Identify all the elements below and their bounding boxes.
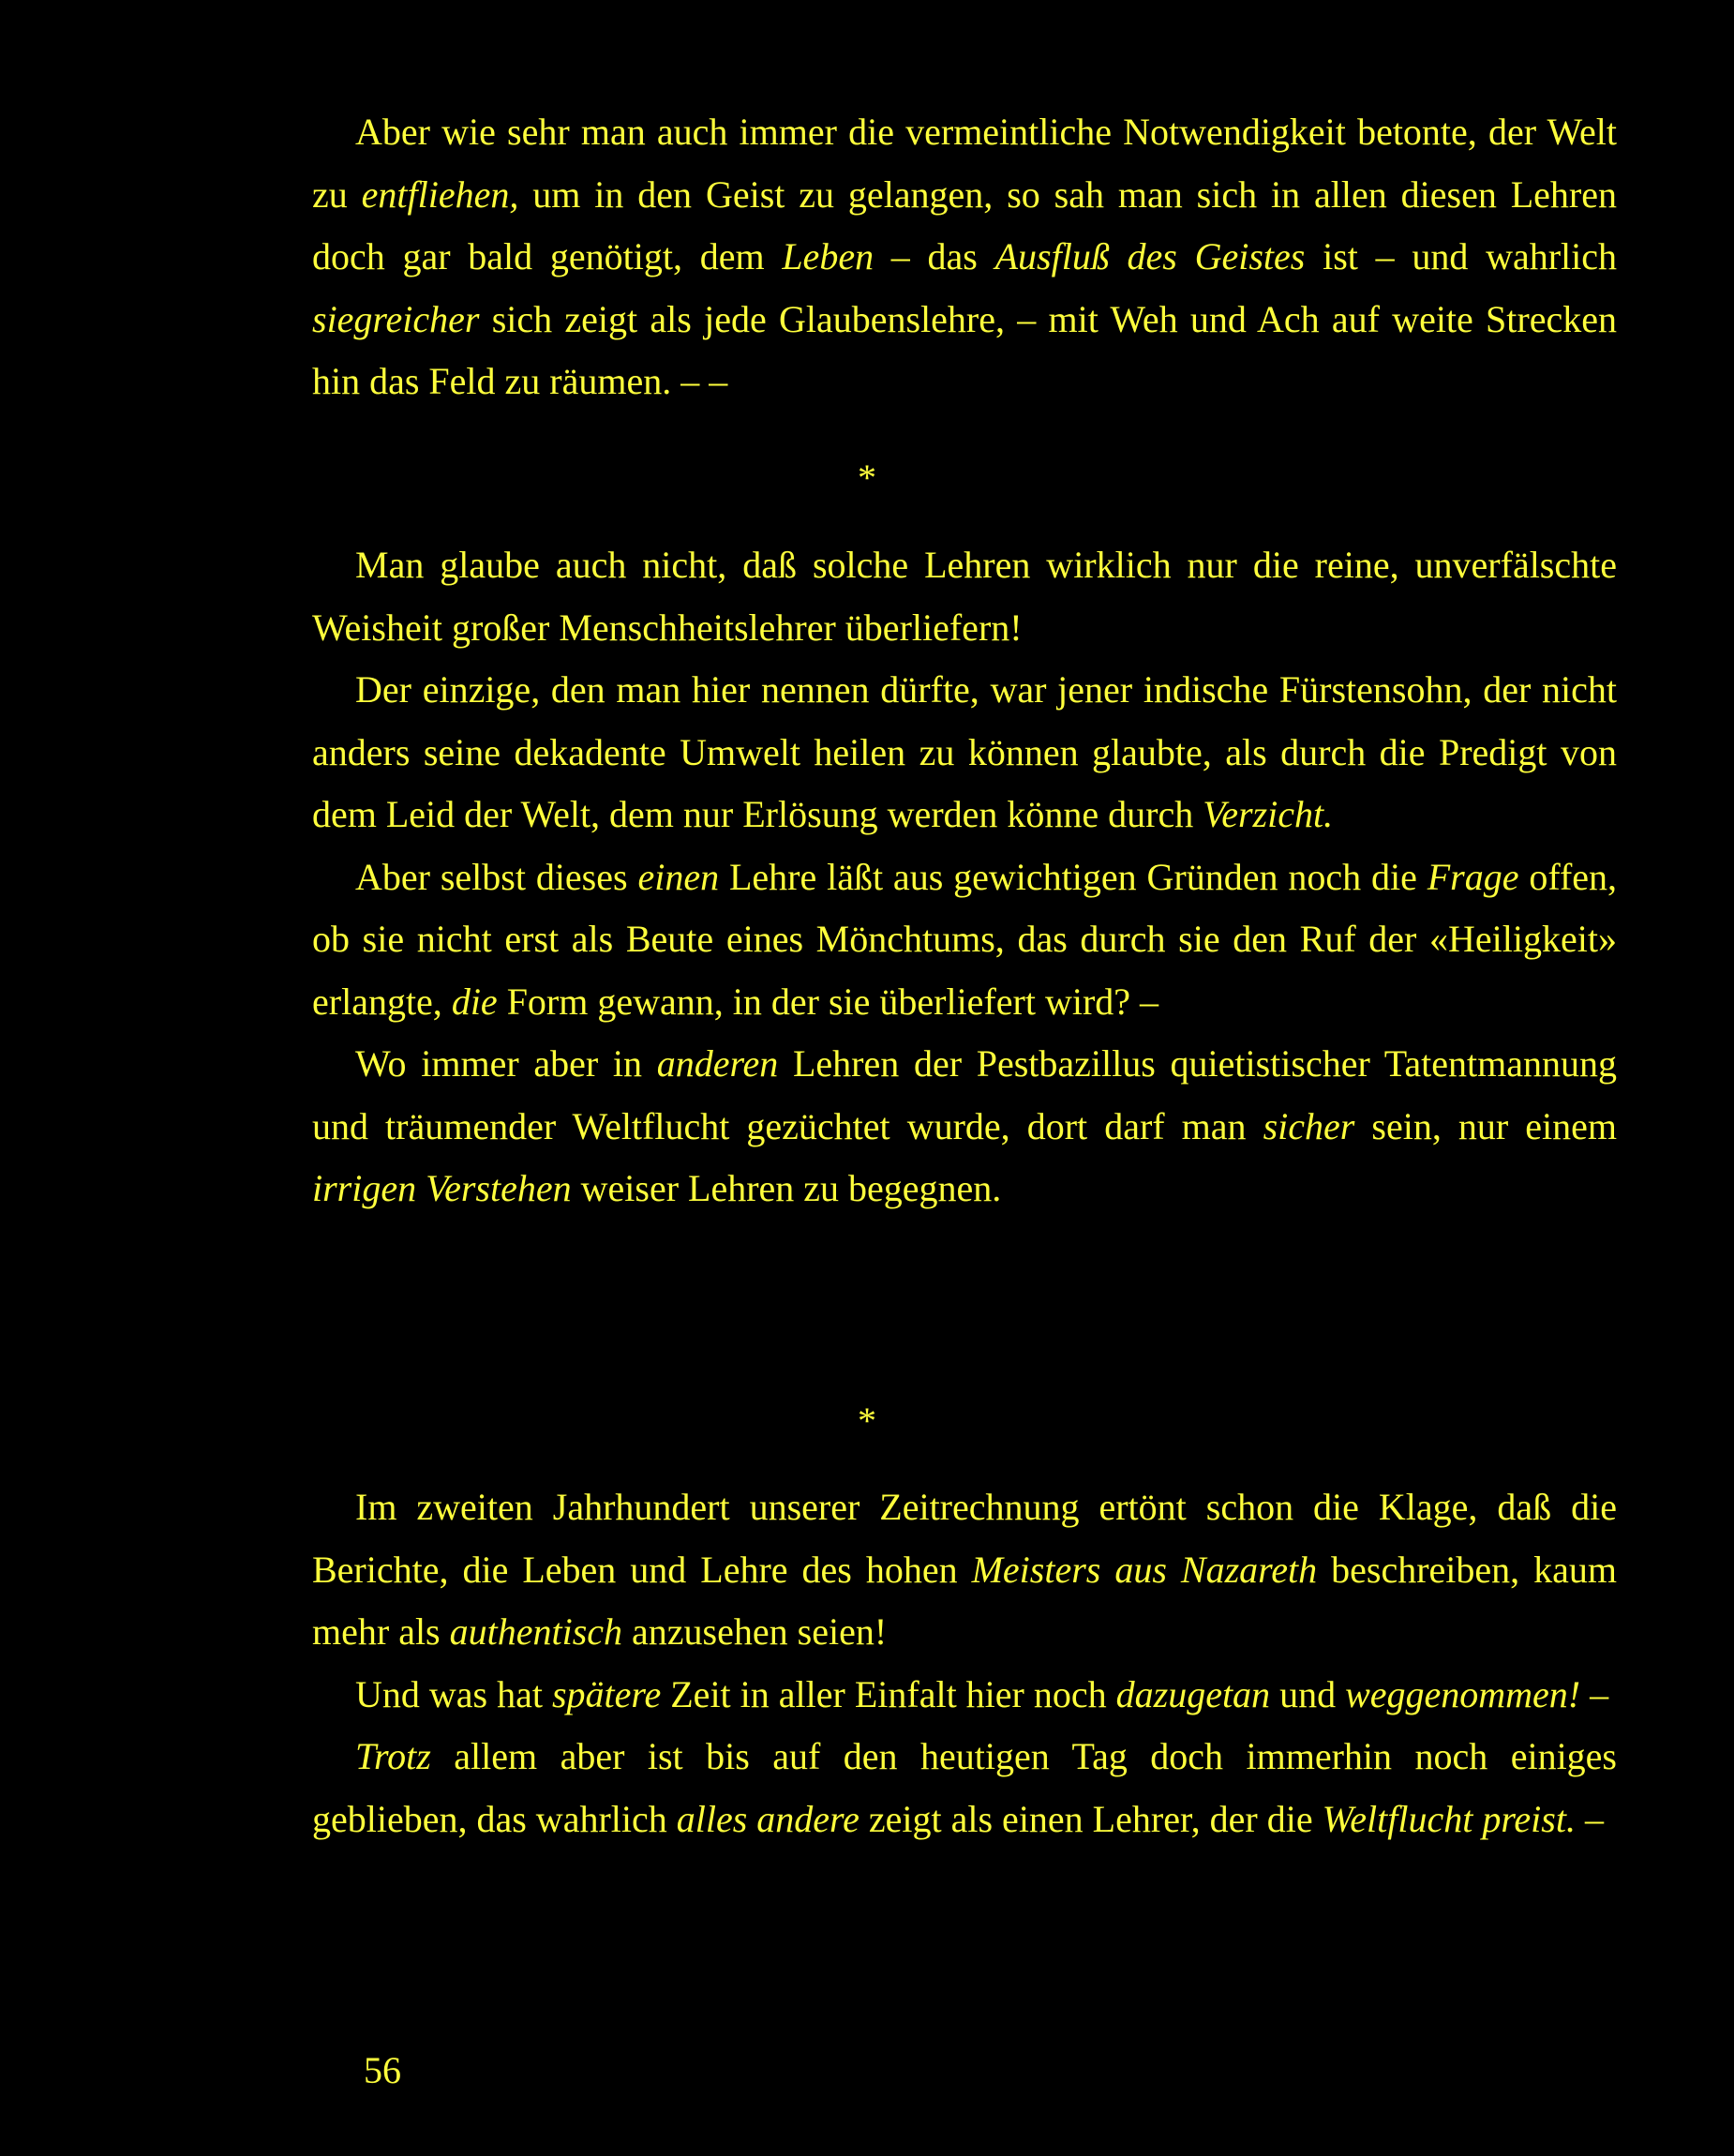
paragraph xyxy=(312,1033,1617,1220)
italic-text: dazugetan xyxy=(1115,1672,1271,1715)
italic-text: Meisters aus Nazareth xyxy=(971,1548,1318,1591)
italic-text: anderen xyxy=(656,1042,779,1085)
text-run: Form gewann, in der sie überliefert wird? – xyxy=(497,980,1159,1023)
section-3 xyxy=(312,1476,1617,1850)
paragraph xyxy=(312,1726,1617,1850)
text-run: Aber selbst dieses xyxy=(355,855,638,898)
text-run: – das xyxy=(874,235,995,277)
italic-text: die xyxy=(451,980,498,1023)
italic-text: siegreicher xyxy=(312,297,480,340)
italic-text: authentisch xyxy=(449,1610,623,1653)
section-separator: * xyxy=(858,457,876,499)
section-2 xyxy=(312,534,1617,1220)
italic-text: sicher xyxy=(1263,1104,1355,1147)
paragraph xyxy=(312,846,1617,1034)
text-run: Der einzige, den man hier nennen dürfte, war jener indische Fürstensohn, der nicht anders seine dekadente Umwelt heilen zu können glaubte, als durch die Predigt von dem Leid der Welt, dem nur Erlösung werden könne durch xyxy=(312,668,1617,835)
text-run: weiser Lehren zu begegnen. xyxy=(571,1167,1002,1209)
text-run: Wo immer aber in xyxy=(355,1042,657,1085)
italic-text: Weltflucht preist. xyxy=(1322,1797,1576,1840)
text-run: sein, nur einem xyxy=(1354,1104,1617,1147)
italic-text: Verzicht. xyxy=(1203,793,1334,835)
italic-text: weggenommen! – xyxy=(1345,1672,1609,1715)
italic-text: Trotz xyxy=(355,1735,431,1777)
text-run: Im zweiten Jahrhundert unserer Zeitrechnung ertönt schon die Klage, daß die Berichte, die Leben und Lehre des hohen xyxy=(312,1486,1617,1591)
italic-text: spätere xyxy=(551,1672,662,1715)
paragraph xyxy=(312,1664,1617,1727)
paragraph xyxy=(312,659,1617,846)
text-run: ist – und wahrlich xyxy=(1305,235,1618,277)
italic-text: alles andere xyxy=(676,1797,860,1840)
italic-text: entfliehen, xyxy=(361,172,519,216)
paragraph xyxy=(312,101,1617,413)
text-run: – xyxy=(1575,1797,1604,1840)
page-number: 56 xyxy=(364,2049,401,2091)
text-run: Und was hat xyxy=(355,1672,552,1715)
text-run: Zeit in aller Einfalt hier noch xyxy=(661,1672,1116,1715)
text-run: zeigt als einen Lehrer, der die xyxy=(859,1797,1323,1840)
text-run: beschreiben, kaum mehr als xyxy=(312,1548,1617,1653)
text-run: anzusehen seien! xyxy=(622,1610,888,1653)
text-run: allem aber ist bis auf den heutigen Tag doch immerhin noch einiges geblieben, das wahrlich xyxy=(312,1735,1617,1840)
italic-text: Ausfluß des Geistes xyxy=(994,235,1306,277)
text-run: um in den Geist zu gelangen, so sah man sich in allen diesen Lehren doch gar bald genötigt, dem xyxy=(312,172,1617,277)
text-run: Lehre läßt aus gewichtigen Gründen noch die xyxy=(719,855,1428,898)
text-run: sich zeigt als jede Glaubenslehre, – mit Weh und Ach auf weite Strecken hin das Feld zu räumen. – – xyxy=(312,297,1617,402)
paragraph xyxy=(312,1476,1617,1664)
italic-text: Leben xyxy=(782,235,874,277)
italic-text: einen xyxy=(637,855,720,898)
text-run: offen, ob sie nicht erst als Beute eines Mönchtums, das durch sie den Ruf der «Heiligkeit» erlangte, xyxy=(312,855,1618,1023)
text-run: Aber wie sehr man auch immer die vermeintliche Notwendigkeit betonte, der Welt zu xyxy=(312,111,1617,216)
text-run: Lehren der Pestbazillus quietistischer Tatentmannung und träumender Weltflucht gezüchtet wurde, dort darf man xyxy=(312,1042,1618,1147)
paragraph: Man glaube auch nicht, daß solche Lehren wirklich nur die reine, unverfälschte Weisheit großer Menschheitslehrer überliefern! xyxy=(312,544,1617,649)
section-1 xyxy=(312,101,1617,413)
italic-text: irrigen Verstehen xyxy=(312,1167,572,1209)
text-run: und xyxy=(1270,1672,1346,1715)
section-separator: * xyxy=(858,1400,876,1442)
italic-text: Frage xyxy=(1427,855,1519,898)
